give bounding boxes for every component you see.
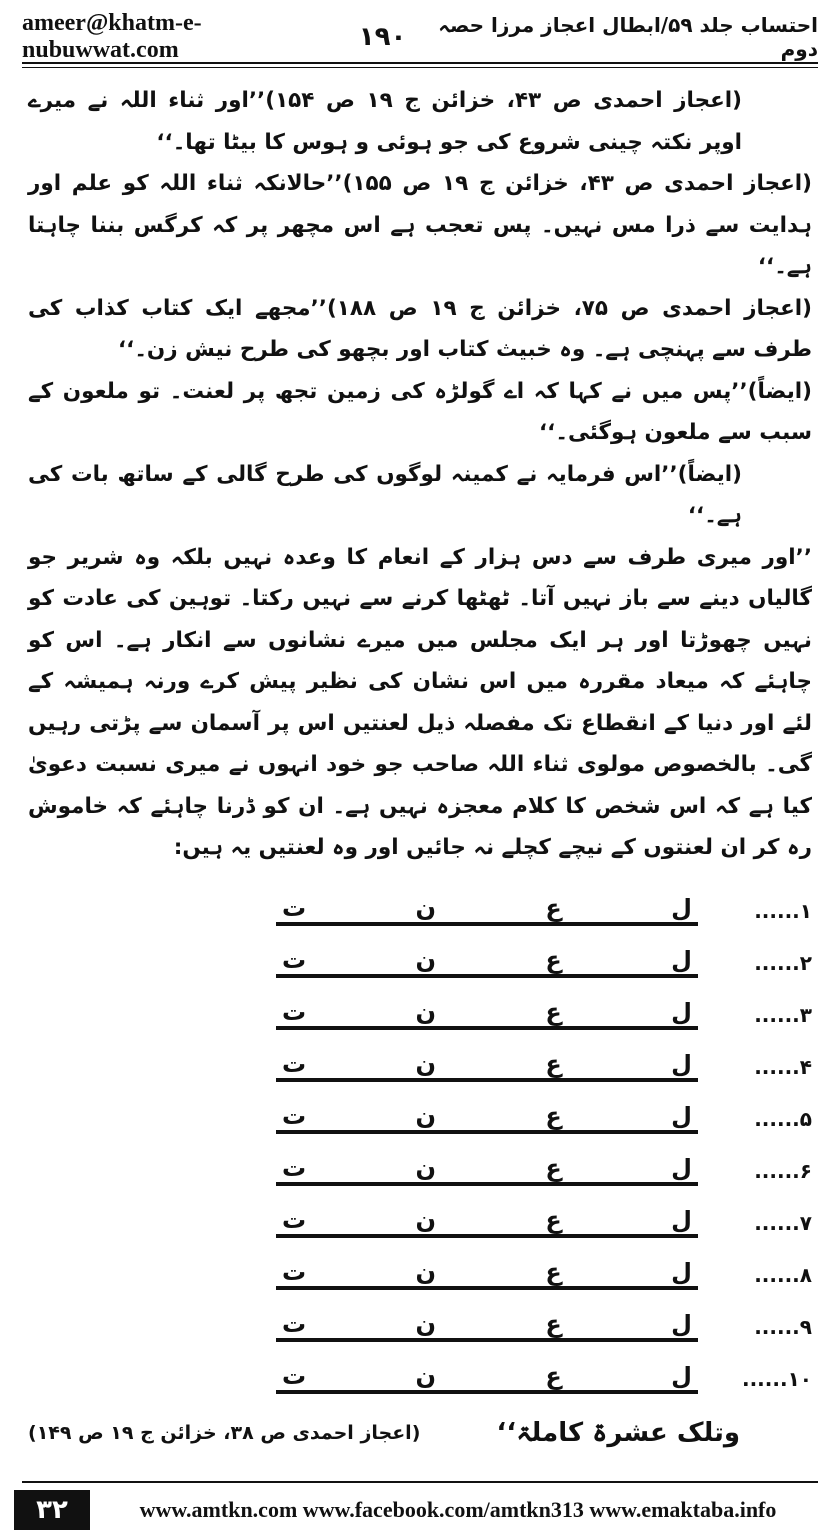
spaced-word — [276, 1364, 698, 1394]
item-number: ۱...... — [754, 899, 812, 923]
paragraph-text: ’’اور میری طرف سے دس ہزار کے انعام کا وعدہ نہیں بلکہ وہ شریر جو گالیاں دینے سے باز نہیں آتا۔ ٹھٹھا کرنے سے نہیں رکتا۔ توہین کی عادت کو نہیں چھوڑتا اور ہر ایک مجلس میں میرے نشانوں سے انکار ہے۔ اس کو چاہئے کہ میعاد مقررہ میں اس نشان کی نظیر پیش کرے ورنہ ہمیشہ کے لئے اور دنیا کے انقطاع تک مفصلہ ذیل لعنتیں اس پر آسمان سے پڑتی رہیں گی۔ بالخصوص مولوی ثناء اللہ صاحب جو خود انہوں نے میری نسبت دعویٰ کیا ہے کہ اس شخص کا کلام معجزہ نہیں ہے۔ ان کو ڈرنا چاہئے کہ خاموش رہ کر ان لعنتوں کے نیچے کچلے نہ جائیں اور وہ لعنتیں یہ ہیں: — [28, 544, 812, 860]
reference: (اعجاز احمدی ص ۴۳، خزائن ج ۱۹ ص ۱۵۵) — [342, 171, 813, 196]
letter: ع — [545, 1258, 562, 1286]
paragraph — [28, 80, 812, 163]
spaced-word — [276, 1208, 698, 1238]
letter: ع — [545, 1362, 562, 1390]
item-number: ۱۰...... — [741, 1367, 812, 1391]
item-number: ۲...... — [754, 951, 812, 975]
letter: ت — [282, 1258, 307, 1286]
letter: ت — [282, 1362, 307, 1390]
footer-rule — [22, 1481, 818, 1483]
letter: ت — [282, 894, 307, 922]
page-header — [22, 10, 818, 63]
letter: ن — [415, 1102, 437, 1130]
main-text — [28, 80, 812, 869]
paragraph-text: ’’پس میں نے کہا کہ اے گولڑہ کی زمین تجھ پر لعنت۔ تو ملعون کے سبب سے ملعون ہوگئی۔‘‘ — [28, 378, 812, 445]
letter: ت — [282, 1050, 307, 1078]
item-number: ۵...... — [754, 1107, 812, 1131]
header-left — [22, 10, 406, 64]
paragraph — [28, 163, 812, 288]
letter: ت — [282, 1206, 307, 1234]
header-rule — [22, 62, 818, 64]
list-item — [28, 1041, 812, 1093]
letter: ل — [671, 1102, 692, 1130]
spaced-word — [276, 896, 698, 926]
paragraph-text: ’’مجھے ایک کتاب کذاب کی طرف سے پہنچی ہے۔ وہ خبیث کتاب اور بچھو کی طرح نیش زن۔‘‘ — [28, 295, 812, 362]
letter: ل — [671, 1258, 692, 1286]
spaced-word — [276, 1312, 698, 1342]
paragraph-text: ’’اور ثناء اللہ نے میرے اوپر نکتہ چینی شروع کی جو ہوئی و ہوس کا بیٹا تھا۔‘‘ — [28, 88, 742, 155]
letter: ل — [671, 1154, 692, 1182]
spaced-word — [276, 1104, 698, 1134]
letter: ل — [671, 1206, 692, 1234]
letter: ل — [671, 946, 692, 974]
list-item — [28, 1353, 812, 1405]
letter: ل — [671, 894, 692, 922]
letter: ت — [282, 1102, 307, 1130]
paragraph — [28, 537, 812, 869]
spaced-word — [276, 948, 698, 978]
letter: ع — [545, 1050, 562, 1078]
item-number: ۶...... — [754, 1159, 812, 1183]
reference: (ایضاً) — [747, 378, 812, 404]
list-item — [28, 1093, 812, 1145]
spaced-word — [276, 1000, 698, 1030]
letter: ن — [415, 1154, 437, 1182]
list-item — [28, 1145, 812, 1197]
list-item — [28, 937, 812, 989]
letter: ن — [415, 1258, 437, 1286]
list-item — [28, 1249, 812, 1301]
letter: ل — [671, 998, 692, 1026]
page-number: ۱۹۰ — [358, 22, 407, 52]
letter: ت — [282, 998, 307, 1026]
letter: ع — [545, 946, 562, 974]
running-title: احتساب جلد ۵۹/ابطال اعجاز مرزا حصہ دوم — [438, 13, 818, 61]
letter: ن — [415, 1362, 437, 1390]
letter: ت — [282, 1310, 307, 1338]
letter: ع — [545, 998, 562, 1026]
letter: ل — [671, 1310, 692, 1338]
header-rule-thin — [22, 67, 818, 68]
page-footer — [14, 1490, 826, 1530]
item-number: ۴...... — [754, 1055, 812, 1079]
letter: ع — [545, 1102, 562, 1130]
paragraph — [28, 288, 812, 371]
paragraph-text: ’’اس فرمایہ نے کمینہ لوگوں کی طرح گالی کے ساتھ بات کی ہے۔‘‘ — [28, 461, 742, 528]
reference: (اعجاز احمدی ص ۷۵، خزائن ج ۱۹ ص ۱۸۸) — [326, 295, 812, 321]
list-item — [28, 989, 812, 1041]
closing-citation: (اعجاز احمدی ص ۳۸، خزائن ج ۱۹ ص ۱۴۹) — [28, 1422, 421, 1444]
item-number: ۹...... — [754, 1315, 812, 1339]
list-item — [28, 885, 812, 937]
header-email: ameer@khatm-e-nubuwwat.com — [22, 10, 202, 63]
paragraph — [28, 371, 812, 454]
letter: ل — [671, 1362, 692, 1390]
letter: ت — [282, 946, 307, 974]
item-number: ۳...... — [754, 1003, 812, 1027]
spaced-word — [276, 1052, 698, 1082]
paragraph-text: ’’حالانکہ ثناء اللہ کو علم اور ہدایت سے ذرا مس نہیں۔ پس تعجب ہے اس مچھر پر کہ کرگس بننا چاہتا ہے۔‘‘ — [28, 171, 812, 279]
letter: ن — [415, 1206, 437, 1234]
footer-page-label: ۳۲ — [14, 1490, 90, 1530]
letter: ن — [415, 1050, 437, 1078]
letter: ع — [545, 894, 562, 922]
curse-list — [28, 885, 812, 1405]
spaced-word — [276, 1156, 698, 1186]
letter: ن — [415, 894, 437, 922]
list-item — [28, 1301, 812, 1353]
reference: (اعجاز احمدی ص ۴۳، خزائن ج ۱۹ ص ۱۵۴) — [265, 88, 743, 113]
list-item — [28, 1197, 812, 1249]
letter: ن — [415, 1310, 437, 1338]
closing-arabic: وتلک عشرۃ کاملۃ‘‘ — [496, 1418, 740, 1448]
reference: (ایضاً) — [677, 461, 742, 487]
footer-links: www.amtkn.com www.facebook.com/amtkn313 www.emaktaba.info — [139, 1497, 777, 1522]
paragraph — [28, 454, 812, 537]
closing-line — [28, 1418, 812, 1448]
item-number: ۸...... — [754, 1263, 812, 1287]
letter: ع — [545, 1206, 562, 1234]
letter: ن — [415, 946, 437, 974]
letter: ل — [671, 1050, 692, 1078]
item-number: ۷...... — [754, 1211, 812, 1235]
letter: ع — [545, 1154, 562, 1182]
spaced-word — [276, 1260, 698, 1290]
letter: ع — [545, 1310, 562, 1338]
letter: ت — [282, 1154, 307, 1182]
letter: ن — [415, 998, 437, 1026]
